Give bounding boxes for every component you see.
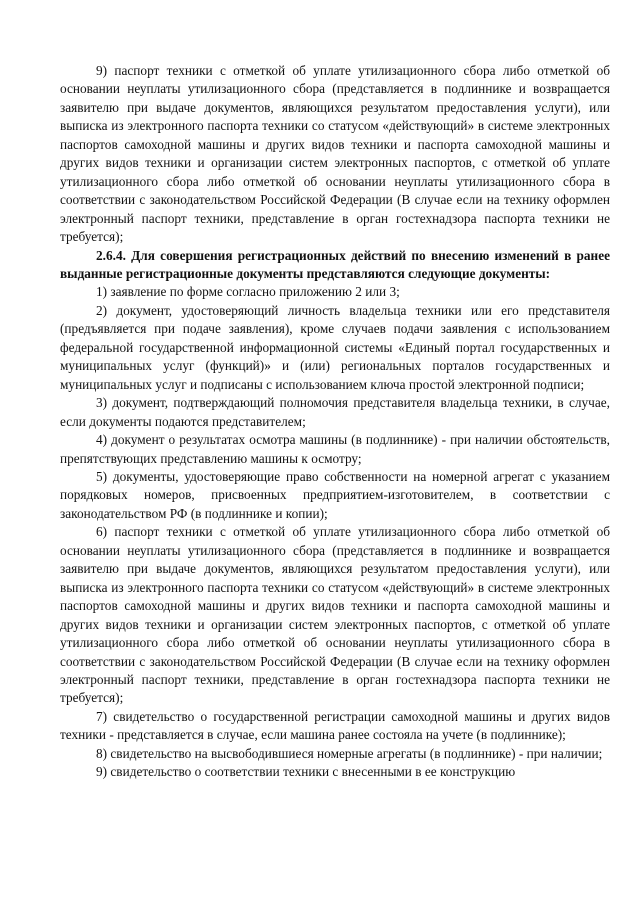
- paragraph-item-6-passport: 6) паспорт техники с отметкой об уплате утилизационного сбора либо отметкой об основании неуплаты утилизационного сбора (представляется в подлиннике и возвращается заявителю при выдаче документов, являющихся результатом предоставления услуги), или выписка из электронного паспорта техники со статусом «действующий» в системе электронных паспортов самоходной машины и других видов техники и паспорта самоходной машины и других видов техники и организации систем электронных паспортов, с отметкой об уплате утилизационного сбора либо отметкой об основании неуплаты утилизационного сбора в соответствии с законодательством Российской Федерации (В случае если на технику оформлен электронный паспорт техники, представление в орган гостехнадзора паспорта техники не требуется);: [60, 524, 610, 706]
- paragraph-item-9-passport: 9) паспорт техники с отметкой об уплате утилизационного сбора либо отметкой об основании неуплаты утилизационного сбора (представляется в подлиннике и возвращается заявителю при выдаче документов, являющихся результатом предоставления услуги), или выписка из электронного паспорта техники со статусом «действующий» в системе электронных паспортов самоходной машины и других видов техники и паспорта самоходной машины и других видов техники и организации систем электронных паспортов, с отметкой об уплате утилизационного сбора либо отметкой об основании неуплаты утилизационного сбора в соответствии с законодательством Российской Федерации (В случае если на технику оформлен электронный паспорт техники, представление в орган гостехнадзора паспорта техники не требуется);: [60, 63, 610, 245]
- document-page: [60, 62, 610, 782]
- paragraph-item-1-application: 1) заявление по форме согласно приложению 2 или 3;: [96, 284, 400, 300]
- paragraph-item-5-ownership-documents: 5) документы, удостоверяющие право собственности на номерной агрегат с указанием порядковых номеров, присвоенных предприятием-изготовителем, в соответствии с законодательством РФ (в подлиннике и копии);: [60, 468, 610, 521]
- paragraph-item-4-inspection-results: 4) документ о результатах осмотра машины (в подлиннике) - при наличии обстоятельств, препятствующих представлению машины к осмотру;: [60, 432, 610, 466]
- paragraph-item-9-conformity-certificate: 9) свидетельство о соответствии техники с внесенными в ее конструкцию: [96, 764, 516, 780]
- paragraph-item-8-released-units-certificate: 8) свидетельство на высвободившиеся номерные агрегаты (в подлиннике) - при наличии;: [96, 745, 603, 761]
- paragraph-item-3-authority-document: 3) документ, подтверждающий полномочия представителя владельца техники, в случае, если документы подаются представителем;: [60, 395, 610, 429]
- paragraph-item-2-identity-document: 2) документ, удостоверяющий личность владельца техники или его представителя (предъявляется при подаче заявления), кроме случаев подачи заявления с использованием федеральной государственной информационной системы «Единый портал государственных и муниципальных услуг (функций)» и (или) региональных порталов государственных и муниципальных услуг и подписаны с использованием ключа простой электронной подписи;: [60, 302, 610, 392]
- section-heading-2-6-4: 2.6.4. Для совершения регистрационных действий по внесению изменений в ранее выданные регистрационные документы представляются следующие документы:: [60, 247, 610, 281]
- paragraph-item-7-registration-certificate: 7) свидетельство о государственной регистрации самоходной машины и других видов техники - представляется в случае, если машина ранее состояла на учете (в подлиннике);: [60, 708, 610, 743]
